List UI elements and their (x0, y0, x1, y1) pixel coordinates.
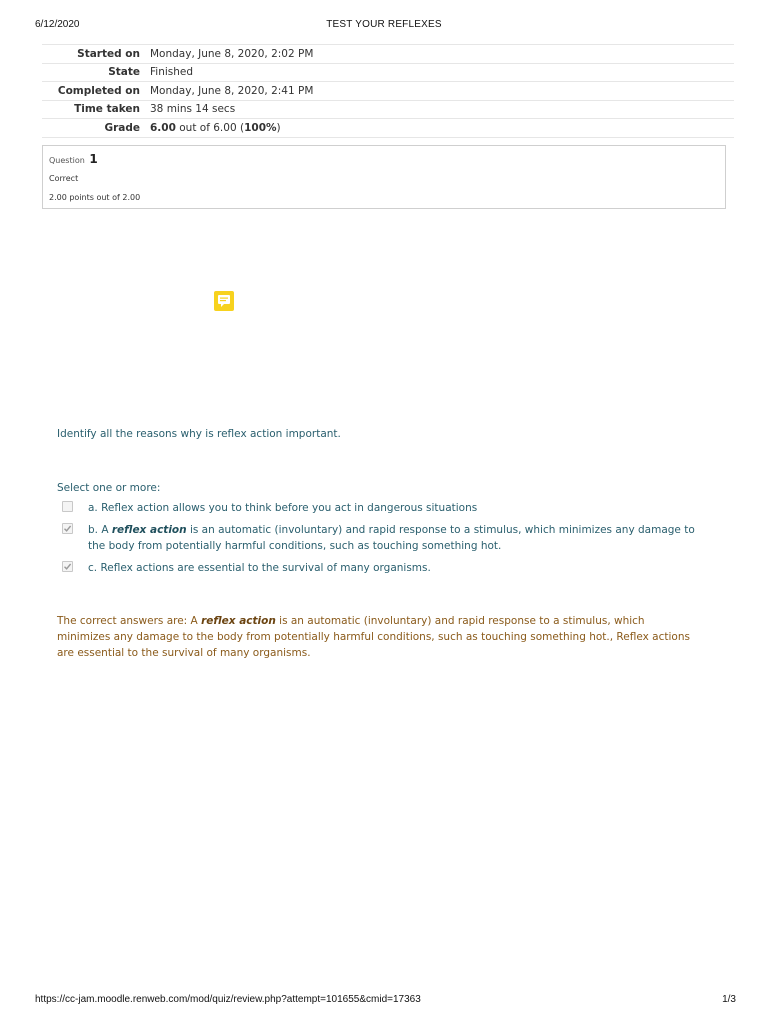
option-label: a. Reflex action allows you to think before you act in dangerous situations (88, 502, 478, 514)
option-checkbox[interactable] (62, 501, 73, 512)
checkmark-icon (63, 524, 72, 533)
summary-value: Finished (150, 66, 194, 79)
question-label: Question (49, 156, 85, 165)
flag-comment-icon[interactable] (214, 291, 234, 311)
summary-row-completed (42, 81, 734, 100)
answer-prompt: Select one or more: (57, 482, 161, 494)
grade-score: 6.00 (150, 121, 176, 134)
checkmark-icon (63, 562, 72, 571)
answer-option-c[interactable] (62, 560, 712, 576)
option-label: c. Reflex actions are essential to the survival of many organisms. (88, 562, 431, 574)
option-label (76, 522, 712, 554)
question-number-value: 1 (89, 152, 98, 166)
summary-value: Monday, June 8, 2020, 2:41 PM (150, 84, 314, 97)
summary-label: Grade (104, 121, 140, 134)
attempt-summary-table (42, 44, 734, 138)
summary-label: Completed on (57, 84, 140, 97)
feedback-body: is an automatic (involuntary) and rapid response to a stimulus, which minimizes any damage to the body from potentially harmful conditions, such as touching something hot., Reflex actions are essential to the survival of many organisms. (57, 615, 690, 659)
summary-label: State (108, 66, 140, 79)
option-prefix: b. A (88, 524, 112, 536)
correct-answer-feedback (57, 613, 697, 661)
option-body: is an automatic (involuntary) and rapid response to a stimulus, which minimizes any damage to the body from potentially harmful conditions, such as touching something hot. (88, 524, 695, 552)
summary-row-grade (42, 118, 734, 138)
grade-close: ) (276, 121, 281, 134)
summary-label: Started on (77, 47, 140, 60)
summary-value: 38 mins 14 secs (150, 103, 236, 116)
question-text: Identify all the reasons why is reflex action important. (57, 428, 341, 440)
question-info-box (42, 145, 726, 209)
summary-row-started (42, 44, 734, 63)
grade-percent: 100% (244, 121, 277, 134)
option-emphasis: reflex action (111, 524, 187, 536)
grade-value (150, 122, 281, 134)
option-checkbox-checked[interactable] (62, 561, 73, 572)
option-checkbox-checked[interactable] (62, 523, 73, 534)
grade-out-of: out of 6.00 ( (175, 121, 245, 134)
page-number: 1/3 (722, 994, 736, 1005)
answer-option-a[interactable] (62, 500, 712, 516)
question-number (49, 152, 98, 166)
print-date: 6/12/2020 (35, 19, 80, 30)
feedback-emphasis: reflex action (201, 615, 276, 627)
summary-value: Monday, June 8, 2020, 2:02 PM (150, 47, 314, 60)
feedback-prefix: The correct answers are: A (57, 615, 202, 627)
question-state: Correct (49, 174, 79, 183)
summary-row-time-taken (42, 100, 734, 119)
summary-label: Time taken (74, 103, 140, 116)
question-grade: 2.00 points out of 2.00 (49, 193, 141, 202)
answer-option-b[interactable] (62, 522, 712, 554)
summary-row-state (42, 63, 734, 82)
page-url: https://cc-jam.moodle.renweb.com/mod/quiz/review.php?attempt=101655&cmid=17363 (35, 994, 421, 1005)
page-title: TEST YOUR REFLEXES (326, 19, 442, 30)
